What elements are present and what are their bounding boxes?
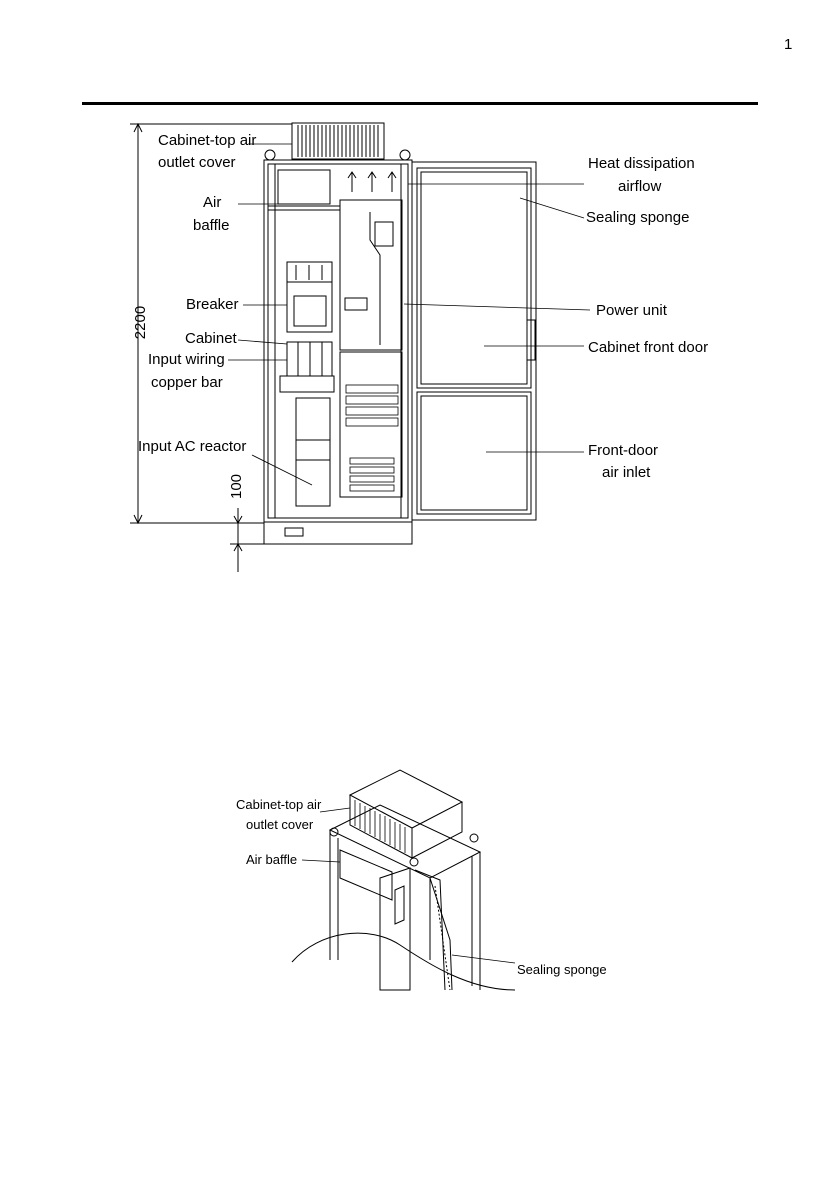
dimension-2200: 2200 <box>132 305 150 340</box>
label-cabinet: Cabinet <box>185 330 237 347</box>
dimension-100: 100 <box>228 473 246 500</box>
fig2-leader-lines <box>302 808 515 963</box>
label-input-wiring-line1: Input wiring <box>148 351 225 368</box>
label-top-air-outlet-line2: outlet cover <box>158 154 236 171</box>
label-input-wiring-line2: copper bar <box>151 374 223 391</box>
label-cabinet-front-door: Cabinet front door <box>588 339 709 356</box>
page-number: 1 <box>784 36 793 53</box>
fig2-label-top-air-outlet-line1: Cabinet-top air <box>236 797 322 812</box>
fig2-label-sealing-sponge: Sealing sponge <box>517 962 607 977</box>
label-air: Air <box>203 194 222 211</box>
label-heat-dissipation-line2: airflow <box>618 178 662 195</box>
cutaway-boundary <box>292 933 515 990</box>
label-breaker: Breaker <box>186 296 239 313</box>
fig2-label-top-air-outlet-line2: outlet cover <box>246 817 314 832</box>
label-baffle: baffle <box>193 217 230 234</box>
label-front-door-inlet-line1: Front-door <box>588 442 659 459</box>
label-input-ac-reactor: Input AC reactor <box>138 438 247 455</box>
fig2-label-air-baffle: Air baffle <box>246 852 298 867</box>
top-outlet-cover-3d <box>350 770 462 858</box>
air-baffle-3d <box>340 850 392 900</box>
label-top-air-outlet-line1: Cabinet-top air <box>158 132 257 149</box>
label-power-unit: Power unit <box>596 302 667 319</box>
label-sealing-sponge: Sealing sponge <box>586 209 690 226</box>
label-heat-dissipation-line1: Heat dissipation <box>588 155 695 172</box>
label-front-door-inlet-line2: air inlet <box>602 464 651 481</box>
